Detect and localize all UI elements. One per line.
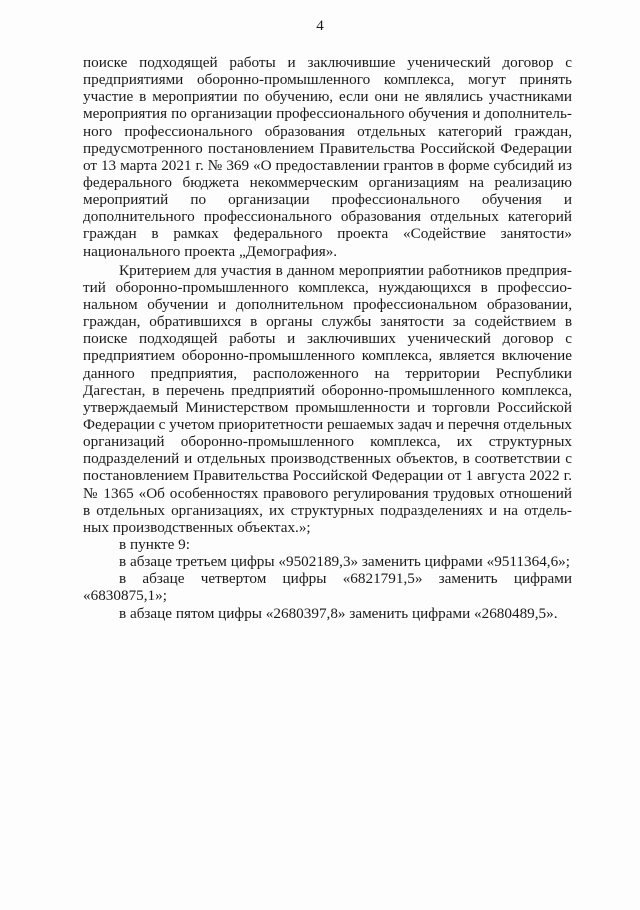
amendment-intro: в пункте 9: bbox=[119, 535, 190, 553]
text-line: № 1365 «Об особенностях правового регулирования трудовых отношений bbox=[83, 484, 572, 502]
text-line: постановлением Правительства Российской Федерации от 1 августа 2022 г. bbox=[83, 467, 572, 485]
amendment-item: в абзаце четвертом цифры «6821791,5» заменить цифрами bbox=[119, 570, 572, 588]
text-line: организаций оборонно-промышленного комплекса, их структурных bbox=[83, 433, 572, 451]
text-line: тий оборонно-промышленного комплекса, нуждающихся в профессио- bbox=[83, 278, 572, 296]
text-line: предусмотренного постановлением Правительства Российской Федерации bbox=[83, 139, 572, 157]
amendment-item: в абзаце третьем цифры «9502189,3» заменить цифрами «9511364,6»; bbox=[119, 553, 570, 571]
text-line: поиске подходящей работы и заключившие ученический договор с bbox=[83, 54, 572, 71]
text-line: данного предприятия, расположенного на территории Республики bbox=[83, 364, 572, 382]
text-line: подразделений и отдельных производственных объектов, в соответствии с bbox=[83, 450, 572, 468]
text-line: в отдельных организациях, их структурных подразделениях и на отдель- bbox=[83, 501, 572, 519]
text-line: граждан в рамках федерального проекта «Содействие занятости» bbox=[83, 225, 572, 243]
text-line: Критерием для участия в данном мероприятии работников предприя- bbox=[119, 261, 572, 279]
amendments-list bbox=[83, 536, 572, 622]
text-line: Федерации с учетом приоритетности решаемых задач и перечня отдельных bbox=[83, 415, 572, 433]
amendment-item-continued: «6830875,1»; bbox=[83, 587, 167, 605]
text-line: поиске подходящей работы и заключивших ученический договор с bbox=[83, 330, 572, 348]
paragraph-continued bbox=[83, 54, 572, 260]
text-line: граждан, обратившихся в органы службы занятости за содействием в bbox=[83, 313, 572, 331]
text-line: нальном обучении и дополнительном профессиональном образовании, bbox=[83, 295, 572, 313]
text-line: национального проекта „Демография». bbox=[83, 242, 338, 260]
page-number: 4 bbox=[316, 18, 324, 34]
text-line: федерального бюджета некоммерческим организациям на реализацию bbox=[83, 173, 572, 191]
text-line: предприятием оборонно-промышленного комплекса, является включение bbox=[83, 347, 572, 365]
text-line: ного профессионального образования отдельных категорий граждан, bbox=[83, 122, 572, 140]
text-line: Дагестан, в перечень предприятий оборонно-промышленного комплекса, bbox=[83, 381, 572, 399]
text-line: от 13 марта 2021 г. № 369 «О предоставлении грантов в форме субсидий из bbox=[83, 156, 572, 174]
text-line: дополнительного профессионального образования отдельных категорий bbox=[83, 208, 572, 226]
amendment-item: в абзаце пятом цифры «2680397,8» заменить цифрами «2680489,5». bbox=[119, 604, 558, 622]
text-line: предприятиями оборонно-промышленного комплекса, могут принять bbox=[83, 71, 572, 89]
text-line: ных производственных объектах.»; bbox=[83, 518, 311, 536]
document-body bbox=[83, 54, 572, 622]
text-line: мероприятий по организации профессионального обучения и bbox=[83, 191, 572, 209]
text-line: утверждаемый Министерством промышленности и торговли Российской bbox=[83, 398, 572, 416]
text-line: мероприятия по организации профессионального обучения и дополнитель- bbox=[83, 105, 572, 123]
paragraph-criteria bbox=[83, 262, 572, 536]
text-line: участие в мероприятии по обучению, если они не являлись участниками bbox=[83, 88, 572, 106]
